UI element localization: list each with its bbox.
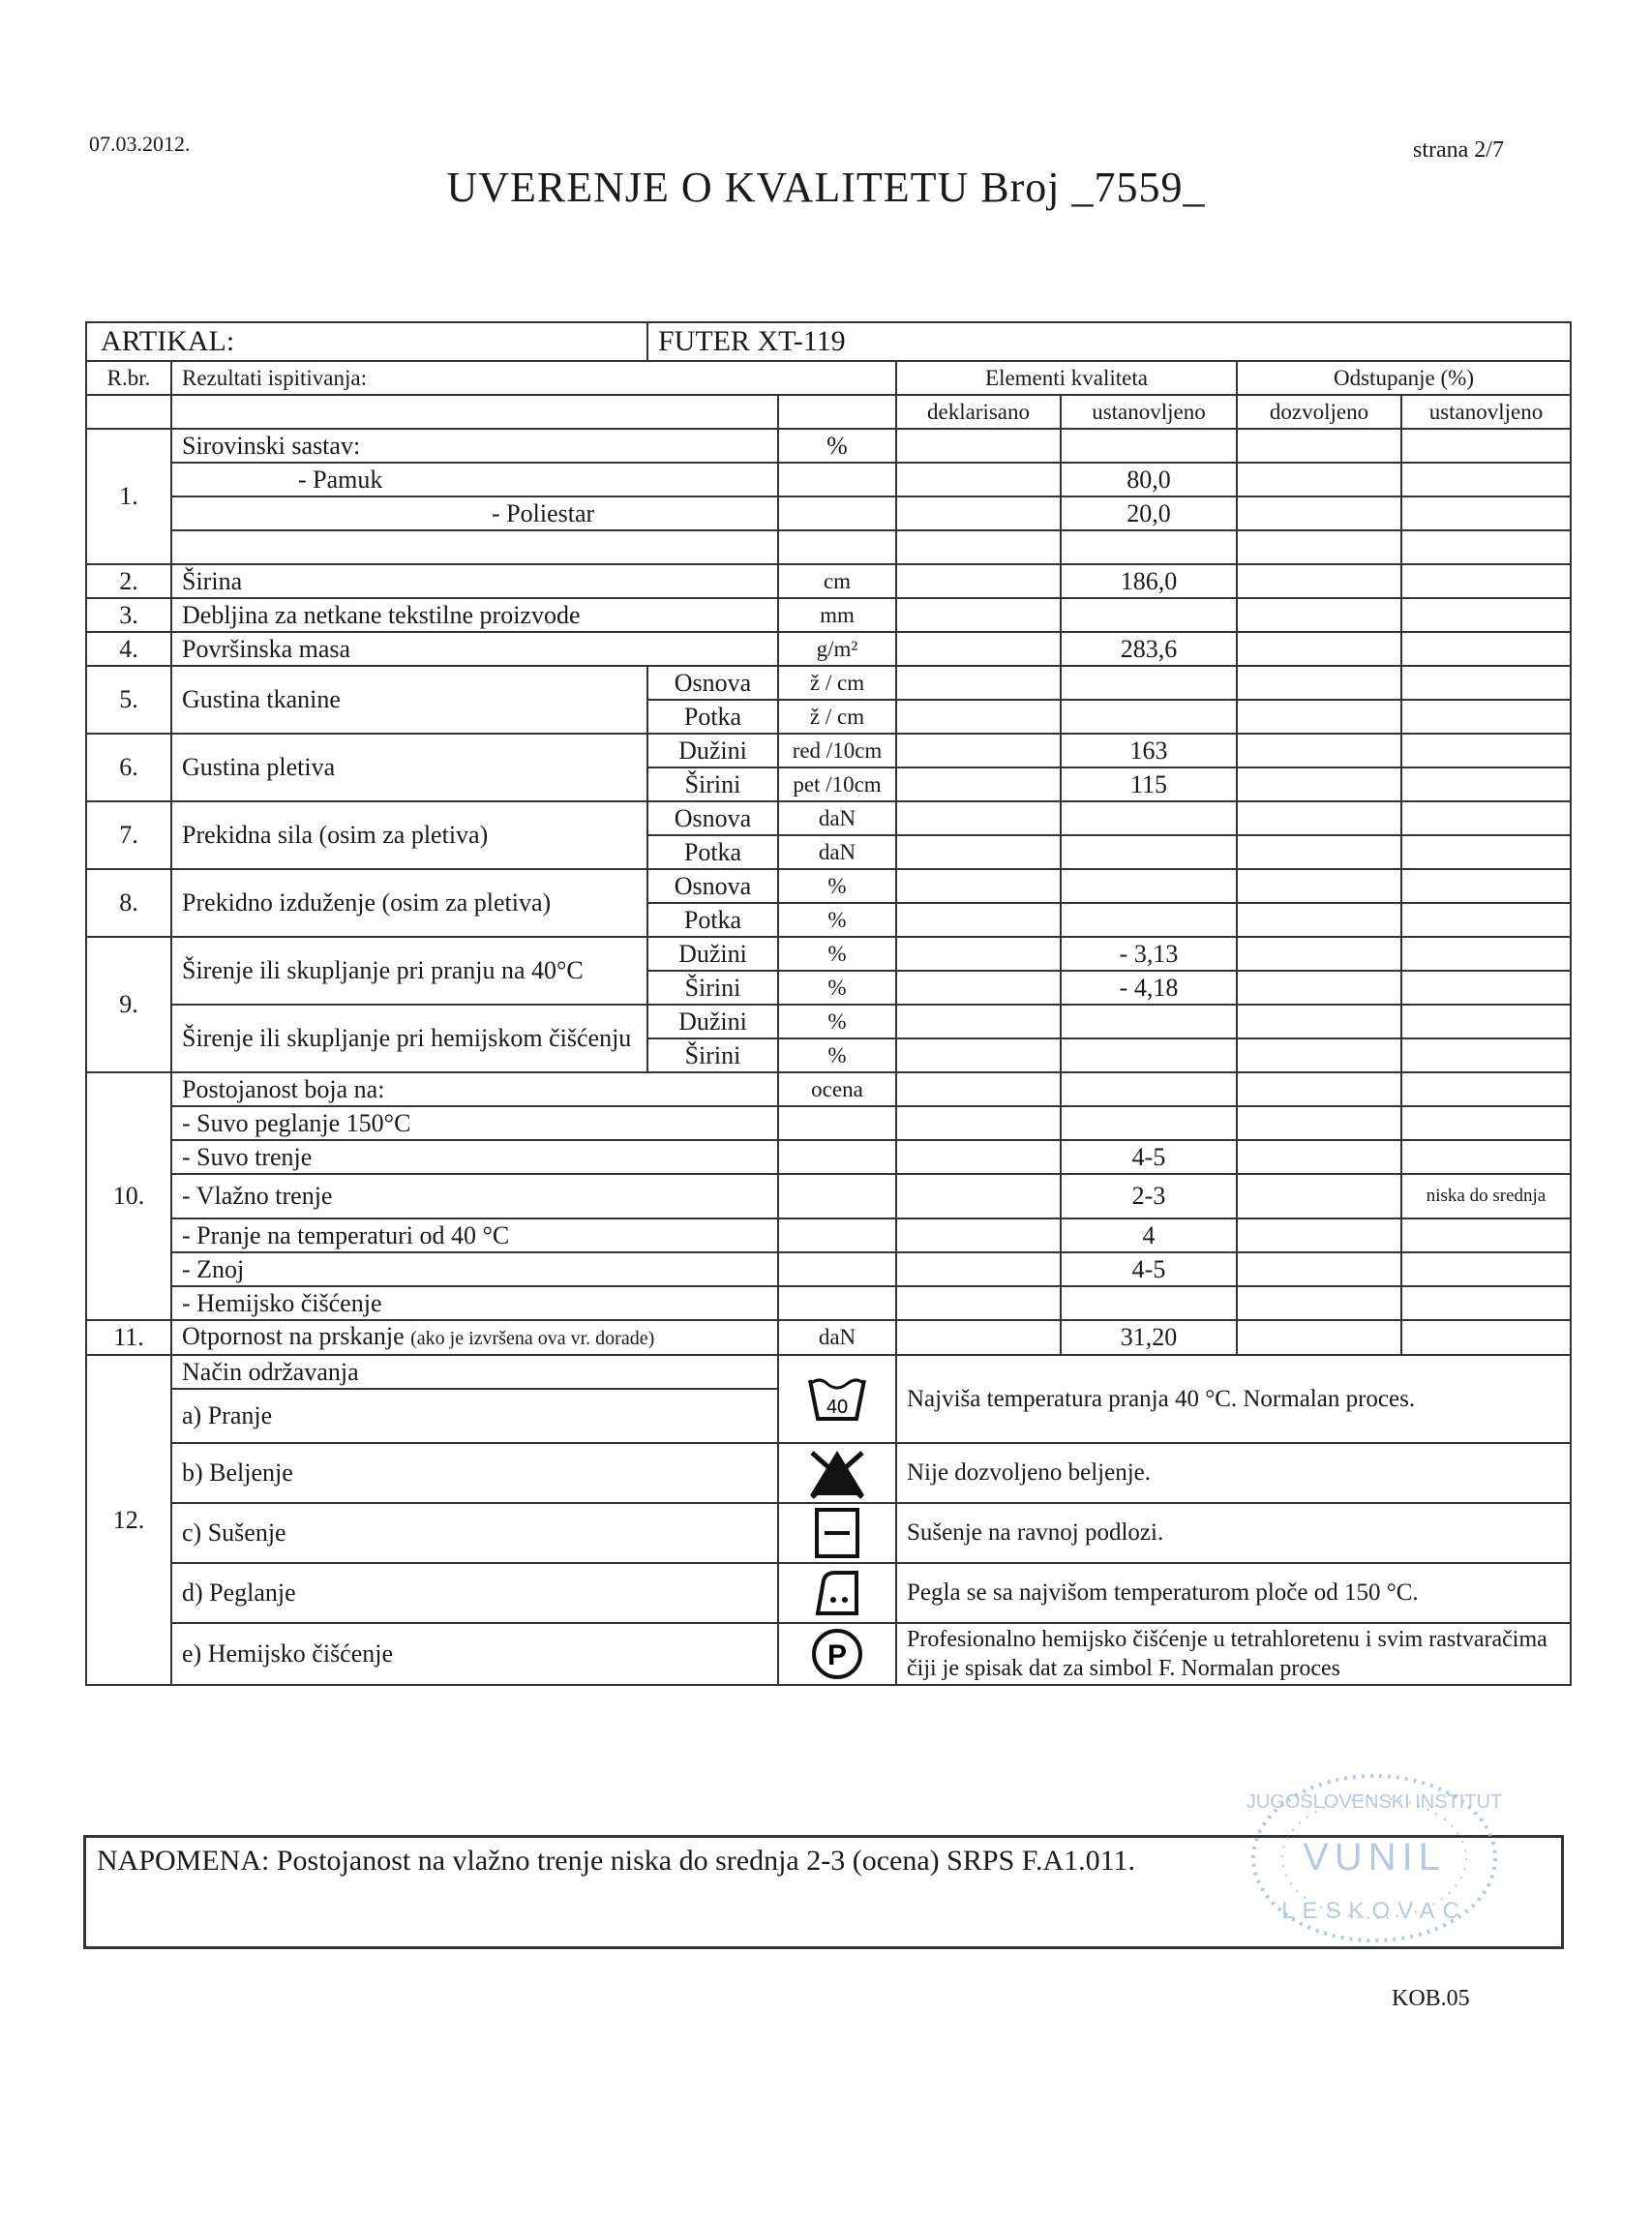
row-direction: Potka [647,700,778,734]
table-row [86,801,1571,835]
row-sublabel: - Znoj [171,1252,778,1286]
row-value: 163 [1061,734,1237,767]
row-number: 6. [86,734,171,801]
col-allowed: dozvoljeno [1237,395,1401,429]
care-description: Sušenje na ravnoj podlozi. [896,1503,1571,1563]
row-value: 186,0 [1061,564,1237,598]
row-label: Prekidna sila (osim za pletiva) [171,801,647,869]
article-label: ARTIKAL: [86,322,647,361]
row-sublabel: - Suvo peglanje 150°C [171,1106,778,1140]
row-direction: Osnova [647,869,778,903]
table-row [86,1218,1571,1252]
no-bleach-icon [806,1447,868,1499]
row-number: 4. [86,632,171,666]
table-row [86,530,1571,564]
note-text: NAPOMENA: Postojanost na vlažno trenje niska do srednja 2-3 (ocena) SRPS F.A1.011. [97,1845,1136,1877]
row-direction: Širini [647,1038,778,1072]
article-value: FUTER XT-119 [647,322,1571,361]
row-unit: g/m² [778,632,896,666]
column-subheader-row [86,395,1571,429]
row-unit: % [778,903,896,937]
row-value: 4 [1061,1218,1237,1252]
row-direction: Širini [647,971,778,1005]
row-unit: % [778,937,896,971]
document-date: 07.03.2012. [89,132,191,156]
row-number: 8. [86,869,171,937]
row-unit: % [778,1005,896,1038]
row-value [1061,1286,1237,1320]
article-row [86,322,1571,361]
table-row [86,869,1571,903]
care-description: Najviša temperatura pranja 40 °C. Normalan proces. [896,1355,1571,1443]
col-results: Rezultati ispitivanja: [171,361,896,395]
row-direction: Dužini [647,734,778,767]
row-number: 2. [86,564,171,598]
row-value: 283,6 [1061,632,1237,666]
iron-two-dots-icon [810,1567,864,1619]
deviation-note: niska do srednja [1401,1174,1571,1218]
care-icon-cell [778,1563,896,1623]
care-icon-cell [778,1623,896,1685]
row-number: 5. [86,666,171,734]
row-unit: daN [778,835,896,869]
row-value: 2-3 [1061,1174,1237,1218]
table-row [86,1072,1571,1106]
row-unit: red /10cm [778,734,896,767]
quality-table [85,321,1572,1686]
row-label: Sirovinski sastav: [171,429,778,463]
row-value: 31,20 [1061,1320,1237,1355]
page-number: strana 2/7 [1413,137,1504,163]
care-icon-cell [778,1355,896,1443]
svg-text:JUGOSLOVENSKI INSTITUT: JUGOSLOVENSKI INSTITUT [1246,1791,1503,1813]
row-direction: Dužini [647,937,778,971]
form-code: KOB.05 [1392,1986,1470,2011]
row-number: 9. [86,937,171,1072]
care-label: a) Pranje [171,1389,778,1443]
row-unit: cm [778,564,896,598]
table-row [86,1106,1571,1140]
row-label: Gustina pletiva [171,734,647,801]
row-label: Širenje ili skupljanje pri hemijskom čišćenju [171,1005,647,1072]
table-row [86,429,1571,463]
row-direction: Dužini [647,1005,778,1038]
svg-text:40: 40 [826,1396,849,1418]
table-row [86,1623,1571,1685]
row-direction: Osnova [647,666,778,700]
institute-stamp [1239,1761,1510,1955]
row-value: 80,0 [1061,463,1237,496]
care-description: Nije dozvoljeno beljenje. [896,1443,1571,1503]
row-sublabel: - Hemijsko čišćenje [171,1286,778,1320]
row-label: Površinska masa [171,632,778,666]
table-row [86,1355,1571,1389]
row-value [1061,598,1237,632]
row-unit: ž / cm [778,666,896,700]
table-row [86,1503,1571,1563]
row-direction: Osnova [647,801,778,835]
col-declared: deklarisano [896,395,1061,429]
table-row [86,666,1571,700]
care-label: c) Sušenje [171,1503,778,1563]
flat-dry-icon [813,1506,861,1560]
row-sublabel: - Vlažno trenje [171,1174,778,1218]
row-label: Debljina za netkane tekstilne proizvode [171,598,778,632]
row-unit: % [778,869,896,903]
row-unit: % [778,1038,896,1072]
row-number: 3. [86,598,171,632]
row-label: Prekidno izduženje (osim za pletiva) [171,869,647,937]
table-row [86,1320,1571,1355]
row-direction: Širini [647,767,778,801]
row-number: 12. [86,1355,171,1685]
table-row [86,496,1571,530]
row-unit: ocena [778,1072,896,1106]
care-icon-cell [778,1503,896,1563]
row-unit: pet /10cm [778,767,896,801]
row-sublabel: - Pamuk [171,463,778,496]
care-label: b) Beljenje [171,1443,778,1503]
row-label: Gustina tkanine [171,666,647,734]
table-row [86,1443,1571,1503]
table-row [86,1005,1571,1038]
row-number: 7. [86,801,171,869]
table-row [86,598,1571,632]
row-sublabel: - Suvo trenje [171,1140,778,1174]
row-value: 20,0 [1061,496,1237,530]
col-rbr: R.br. [86,361,171,395]
table-row [86,1174,1571,1218]
svg-text:P: P [826,1639,848,1671]
table-row [86,1563,1571,1623]
col-established-deviation: ustanovljeno [1401,395,1571,429]
row-unit: % [778,971,896,1005]
table-row [86,937,1571,971]
row-sublabel: - Poliestar [171,496,778,530]
table-row [86,463,1571,496]
row-label: Širenje ili skupljanje pri pranju na 40°C [171,937,647,1005]
table-row [86,1140,1571,1174]
care-description: Profesionalno hemijsko čišćenje u tetrahloretenu i svim rastvaračima čiji je spisak dat za simbol F. Normalan proces [896,1623,1571,1685]
row-sublabel: - Pranje na temperaturi od 40 °C [171,1218,778,1252]
table-row [86,1252,1571,1286]
col-elements: Elementi kvaliteta [896,361,1237,395]
row-label-note: (ako je izvršena ova vr. dorade) [410,1328,655,1349]
row-label: Otpornost na prskanje (ako je izvršena ova vr. dorade) [171,1320,778,1355]
table-row [86,632,1571,666]
row-number: 10. [86,1072,171,1320]
row-unit: ž / cm [778,700,896,734]
row-direction: Potka [647,903,778,937]
row-unit: % [778,429,896,463]
document-title: UVERENJE O KVALITETU Broj _7559_ [446,164,1206,211]
row-value: 4-5 [1061,1140,1237,1174]
row-label: Širina [171,564,778,598]
row-value [1061,1106,1237,1140]
dry-clean-p-icon [810,1627,864,1681]
row-value: - 4,18 [1061,971,1237,1005]
table-row [86,1286,1571,1320]
col-established: ustanovljeno [1061,395,1237,429]
table-row [86,564,1571,598]
svg-text:LESKOVAC: LESKOVAC [1281,1898,1467,1924]
row-number: 11. [86,1320,171,1355]
row-unit: daN [778,1320,896,1355]
svg-text:VUNIL: VUNIL [1303,1836,1446,1879]
care-label: e) Hemijsko čišćenje [171,1623,778,1685]
row-unit: mm [778,598,896,632]
row-value: - 3,13 [1061,937,1237,971]
row-number: 1. [86,429,171,564]
row-value: 4-5 [1061,1252,1237,1286]
row-label: Način održavanja [171,1355,778,1389]
row-direction: Potka [647,835,778,869]
care-label: d) Peglanje [171,1563,778,1623]
row-value: 115 [1061,767,1237,801]
table-row [86,734,1571,767]
column-header-row [86,361,1571,395]
row-label: Postojanost boja na: [171,1072,778,1106]
care-icon-cell [778,1443,896,1503]
wash-40-icon [806,1374,868,1425]
col-deviation: Odstupanje (%) [1237,361,1571,395]
row-unit: daN [778,801,896,835]
care-description: Pegla se sa najvišom temperaturom ploče od 150 °C. [896,1563,1571,1623]
